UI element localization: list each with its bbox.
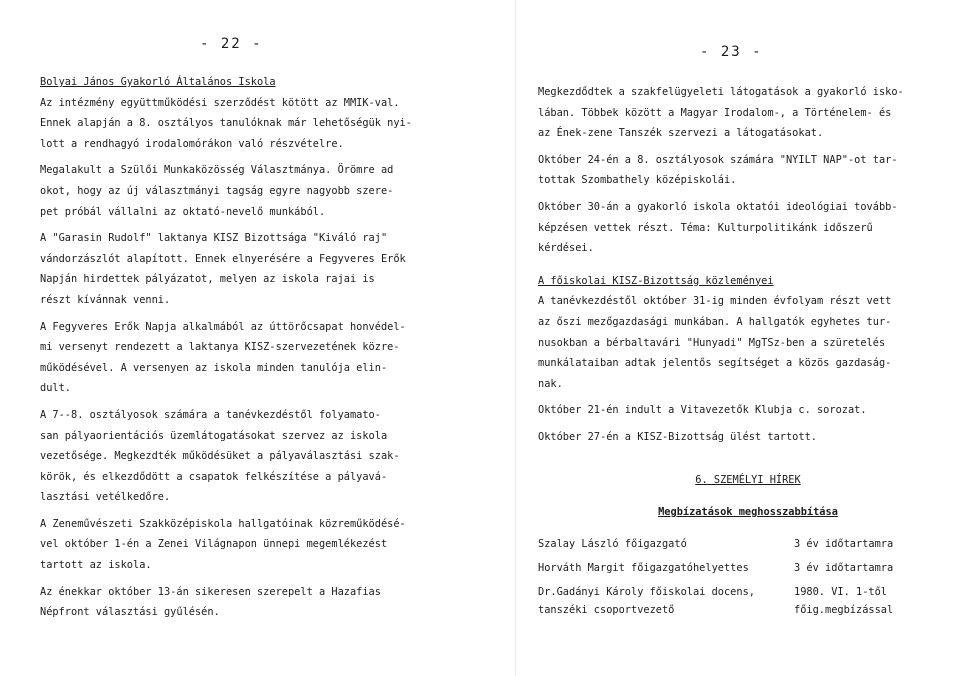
paragraph-line: Megkezdődtek a szakfelügyeleti látogatások a gyakorló isko-: [538, 86, 904, 98]
kisz-section-heading: A főiskolai KISZ-Bizottság közleményei: [538, 274, 774, 287]
paragraph-line: A Fegyveres Erők Napja alkalmából az úttörőcsapat honvédel-: [40, 320, 406, 333]
paragraph-line: lában. Többek között a Magyar Irodalom-, a Történelem- és: [538, 106, 892, 119]
paragraph-line: vel október 1-én a Zenei Világnapon ünnepi megemlékezést: [40, 538, 388, 551]
appointment-row: [538, 583, 958, 601]
page-number-right: - 23 -: [700, 44, 763, 60]
appointment-name: tanszéki csoportvezető: [538, 603, 675, 616]
paragraph-line: A tanévkezdéstől október 31-ig minden évfolyam részt vett: [538, 295, 892, 308]
paragraph-line: képzésen vettek részt. Téma: Kulturpolitikánk időszerű: [538, 221, 873, 234]
paragraph-line: Megalakult a Szülői Munkaközösség Választmánya. Örömre ad: [40, 164, 394, 177]
paragraph-line: san pályaorientációs üzemlátogatásokat szervez az iskola: [40, 429, 388, 442]
paragraph-line: Október 27-én a KISZ-Bizottság ülést tartott.: [538, 430, 817, 443]
paragraph-line: dult.: [40, 382, 71, 395]
paragraph-line: Napján hirdettek pályázatot, melyen az iskola rajai is: [40, 273, 375, 286]
paragraph-line: lott a rendhagyó irodalomórákon való részvételre.: [40, 137, 344, 150]
paragraph-line: az őszi mezőgazdasági munkában. A hallgatók egyhetes tur-: [538, 315, 892, 328]
paragraph-line: Népfront választási gyűlésén.: [40, 606, 220, 619]
page-number-left: - 22 -: [200, 36, 263, 52]
paragraph-line: nak.: [538, 377, 563, 390]
appointment-name: Horváth Margit főigazgatóhelyettes: [538, 561, 749, 574]
paragraph-line: az Ének-zene Tanszék szervezi a látogatásokat.: [538, 127, 824, 140]
paragraph-line: Október 30-án a gyakorló iskola oktatói ideológiai tovább-: [538, 200, 898, 213]
paragraph-line: vezetősége. Megkezdték működésüket a pályaválasztási szak-: [40, 450, 400, 463]
page-fold-line: [515, 0, 516, 676]
paragraph-line: működésével. A versenyen az iskola minden tanulója elin-: [40, 361, 388, 374]
appointments-subheading: Megbízatások meghosszabbítása: [658, 506, 838, 519]
paragraph-line: okot, hogy az új választmányi tagság egyre nagyobb szere-: [40, 184, 394, 197]
appointment-name: Dr.Gadányi Károly főiskolai docens,: [538, 585, 755, 598]
left-page-column: [40, 72, 480, 623]
appointment-row: [538, 535, 958, 553]
paragraph-line: körök, és elkezdődött a csapatok felkészítése a pályavá-: [40, 470, 388, 483]
appointment-term: főig.megbízással: [794, 603, 894, 616]
paragraph-line: lasztási vetélkedőre.: [40, 491, 171, 504]
paragraph-line: munkálataiban adtak jelentős segítséget a közös gazdaság-: [538, 357, 892, 370]
paragraph-line: A 7--8. osztályosok számára a tanévkezdéstől folyamato-: [40, 408, 381, 421]
school-heading: Bolyai János Gyakorló Általános Iskola: [40, 76, 276, 88]
paragraph-line: Október 24-én a 8. osztályosok számára "NYILT NAP"-ot tar-: [538, 153, 898, 166]
right-page-column: [538, 82, 958, 619]
appointment-name: Szalay László főigazgató: [538, 537, 687, 550]
appointment-term: 3 év időtartamra: [794, 537, 894, 550]
appointment-term: 3 év időtartamra: [794, 561, 894, 574]
paragraph-line: nusokban a bérbaltavári "Hunyadi" MgTSz-ben a szüretelés: [538, 336, 886, 349]
appointment-row: [538, 601, 958, 619]
paragraph-line: A "Garasin Rudolf" laktanya KISZ Bizottsága "Kiváló raj": [40, 232, 388, 245]
paragraph-line: tottak Szombathely középiskolái.: [538, 174, 737, 187]
paragraph-line: kérdései.: [538, 242, 594, 255]
appointment-term: 1980. VI. 1-től: [794, 585, 887, 598]
paragraph-line: Ennek alapján a 8. osztályos tanulóknak már lehetőségük nyi-: [40, 117, 412, 130]
appointment-row: [538, 559, 958, 577]
paragraph-line: vándorzászlót alapított. Ennek elnyerésére a Fegyveres Erők: [40, 252, 406, 265]
paragraph-line: Az intézmény együttműködési szerződést kötött az MMIK-val.: [40, 96, 400, 109]
personal-news-heading: 6. SZEMÉLYI HÍREK: [695, 473, 801, 486]
paragraph-line: tartott az iskola.: [40, 559, 152, 572]
paragraph-line: Október 21-én indult a Vitavezetők Klubja c. sorozat.: [538, 404, 867, 417]
paragraph-line: részt kívánnak venni.: [40, 293, 171, 306]
paragraph-line: pet próbál vállalni az oktató-nevelő munkából.: [40, 205, 326, 218]
paragraph-line: mi versenyt rendezett a laktanya KISZ-szervezetének közre-: [40, 341, 400, 354]
paragraph-line: A Zeneművészeti Szakközépiskola hallgatóinak közreműködésé-: [40, 517, 406, 530]
paragraph-line: Az énekkar október 13-án sikeresen szerepelt a Hazafias: [40, 585, 381, 598]
